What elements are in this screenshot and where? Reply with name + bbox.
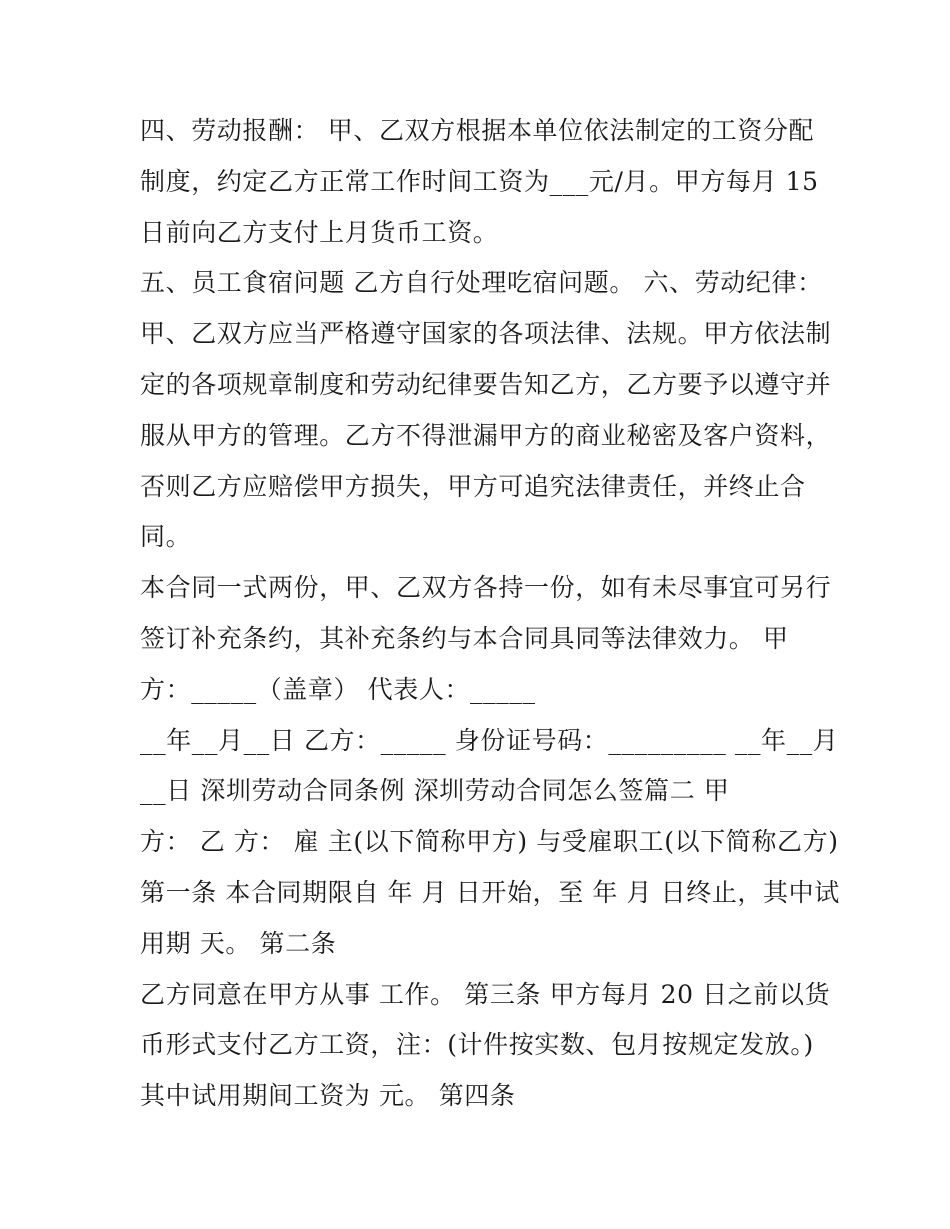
text-line: 同。 <box>140 522 192 552</box>
text-line: 方： 乙 方： 雇 主(以下简称甲方) 与受雇职工(以下简称乙方) <box>140 827 839 857</box>
text-line: 签订补充条约，其补充条约与本合同具同等法律效力。 甲 <box>140 623 789 653</box>
text-line: __日 深圳劳动合同条例 深圳劳动合同怎么签篇二 甲 <box>140 776 730 806</box>
text-line: 甲、乙双方应当严格遵守国家的各项法律、法规。甲方依法制 <box>140 319 832 349</box>
text-line: 定的各项规章制度和劳动纪律要告知乙方，乙方要予以遵守并 <box>140 369 832 399</box>
text-line: 第一条 本合同期限自 年 月 日开始，至 年 月 日终止，其中试 <box>140 877 840 907</box>
text-line: 乙方同意在甲方从事 工作。 第三条 甲方每月 20 日之前以货 <box>140 979 831 1009</box>
text-line: 五、员工食宿问题 乙方自行处理吃宿问题。 六、劳动纪律： <box>140 268 823 298</box>
text-line: 否则乙方应赔偿甲方损失，甲方可追究法律责任，并终止合 <box>140 471 806 501</box>
text-line: 用期 天。 第二条 <box>140 928 337 958</box>
text-line: 币形式支付乙方工资，注：(计件按实数、包月按规定发放。) <box>140 1030 814 1060</box>
text-line: 日前向乙方支付上月货币工资。 <box>140 217 499 247</box>
text-line: 制度，约定乙方正常工作时间工资为___元/月。甲方每月 15 <box>140 166 819 196</box>
text-line: 本合同一式两份，甲、乙双方各持一份，如有未尽事宜可另行 <box>140 573 832 603</box>
text-line: 方：_____（盖章） 代表人：_____ <box>140 674 536 704</box>
document-body <box>140 106 840 1122</box>
text-line: 四、劳动报酬： 甲、乙双方根据本单位依法制定的工资分配 <box>140 116 815 145</box>
text-line: 其中试用期间工资为 元。 第四条 <box>140 1081 516 1111</box>
text-line: 服从甲方的管理。乙方不得泄漏甲方的商业秘密及客户资料， <box>140 420 832 450</box>
text-line: __年__月__日 乙方：_____ 身份证号码：_________ __年__月 <box>140 725 839 755</box>
